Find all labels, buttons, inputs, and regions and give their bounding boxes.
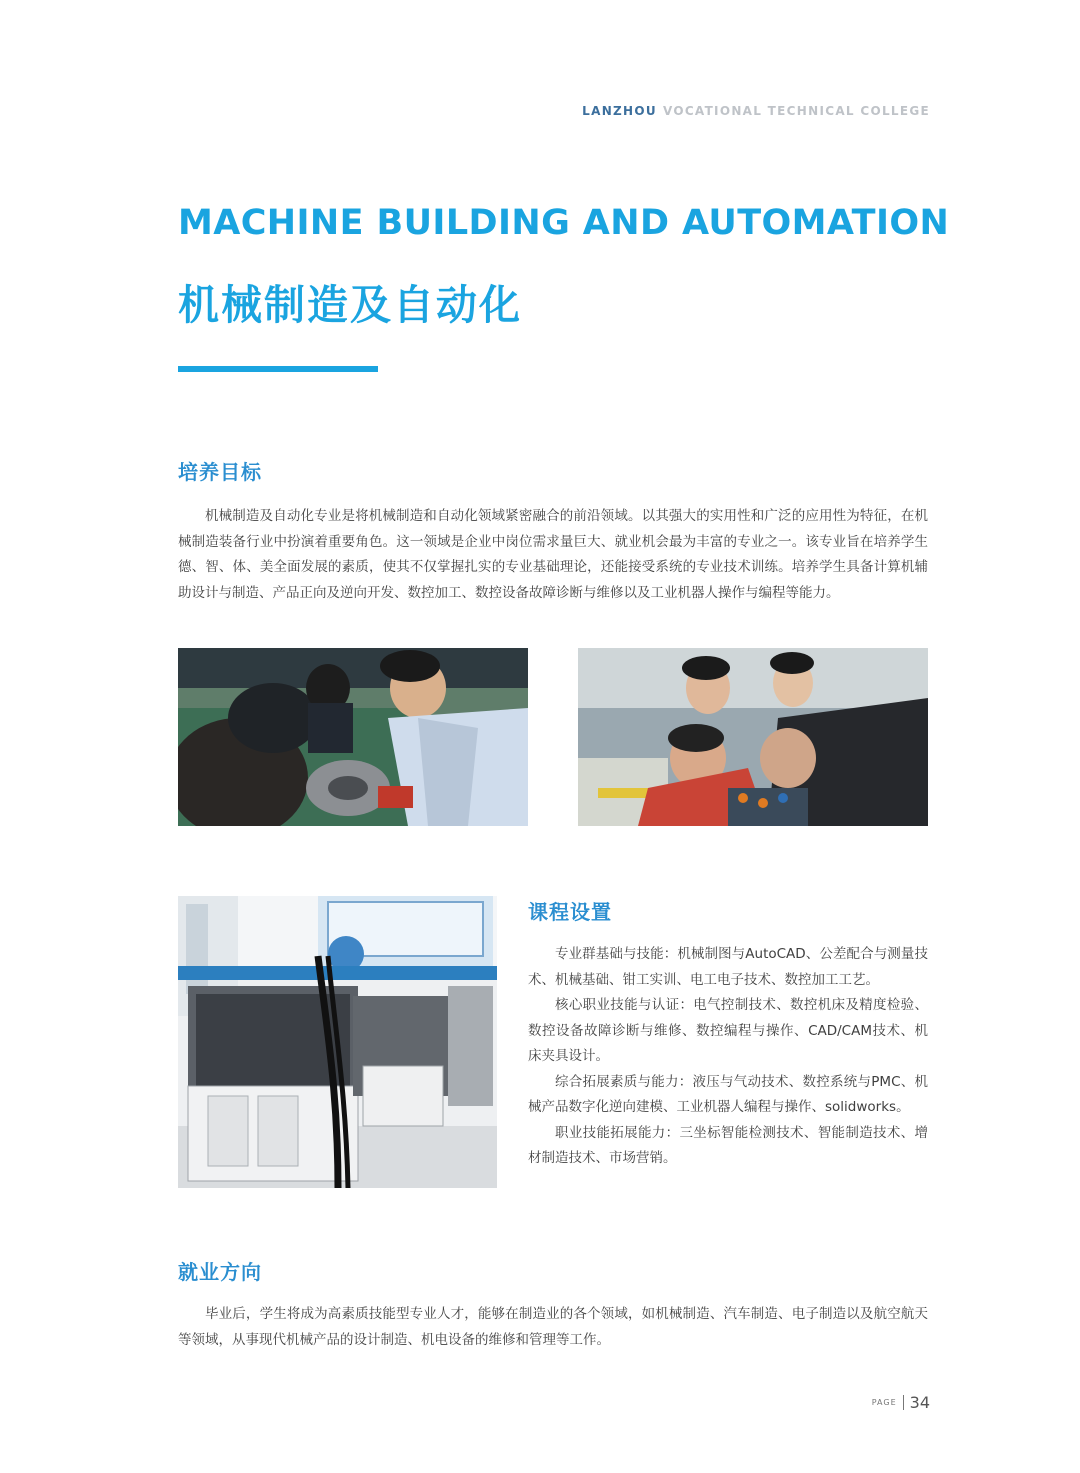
page-label: PAGE — [871, 1398, 897, 1407]
college-name-strong: LANZHOU — [582, 104, 657, 118]
section-heading-goals: 培养目标 — [178, 460, 262, 484]
page-title-chinese: 机械制造及自动化 — [178, 281, 522, 329]
course-item: 核心职业技能与认证：电气控制技术、数控机床及精度检验、数控设备故障诊断与维修、数控编程与操作、CAD/CAM技术、机床夹具设计。 — [528, 997, 928, 1064]
page-footer — [872, 1392, 930, 1412]
employment-paragraph: 毕业后，学生将成为高素质技能型专业人才，能够在制造业的各个领域，如机械制造、汽车制造、电子制造以及航空航天等领域，从事现代机械产品的设计制造、机电设备的维修和管理等工作。 — [178, 1306, 928, 1348]
section-heading-courses: 课程设置 — [528, 900, 612, 924]
page-number: 34 — [909, 1393, 930, 1412]
courses-list — [528, 942, 928, 1172]
course-item: 专业群基础与技能：机械制图与AutoCAD、公差配合与测量技术、机械基础、钳工实训、电工电子技术、数控加工工艺。 — [528, 946, 928, 988]
workshop-photo-left — [178, 648, 528, 826]
goals-paragraph: 机械制造及自动化专业是将机械制造和自动化领域紧密融合的前沿领域。以其强大的实用性和广泛的应用性为特征，在机械制造装备行业中扮演着重要角色。这一领域是企业中岗位需求量巨大、就业机会最为丰富的专业之一。该专业旨在培养学生德、智、体、美全面发展的素质，使其不仅掌握扎实的专业基础理论，还能接受系统的专业技术训练。培养学生具备计算机辅助设计与制造、产品正向及逆向开发、数控加工、数控设备故障诊断与维修以及工业机器人操作与编程等能力。 — [178, 508, 928, 601]
lab-equipment-photo — [178, 896, 497, 1188]
course-item: 职业技能拓展能力：三坐标智能检测技术、智能制造技术、增材制造技术、市场营销。 — [528, 1124, 928, 1166]
workshop-photo-right — [578, 648, 928, 826]
college-name-light: VOCATIONAL TECHNICAL COLLEGE — [662, 104, 930, 118]
course-item: 综合拓展素质与能力：液压与气动技术、数控系统与PMC、机械产品数字化逆向建模、工业机器人编程与操作、solidworks。 — [528, 1073, 928, 1115]
footer-divider — [903, 1395, 904, 1410]
title-divider — [178, 366, 378, 372]
section-heading-employment: 就业方向 — [178, 1260, 262, 1284]
page-title-english: MACHINE BUILDING AND AUTOMATION — [178, 203, 950, 243]
college-header — [582, 104, 930, 118]
